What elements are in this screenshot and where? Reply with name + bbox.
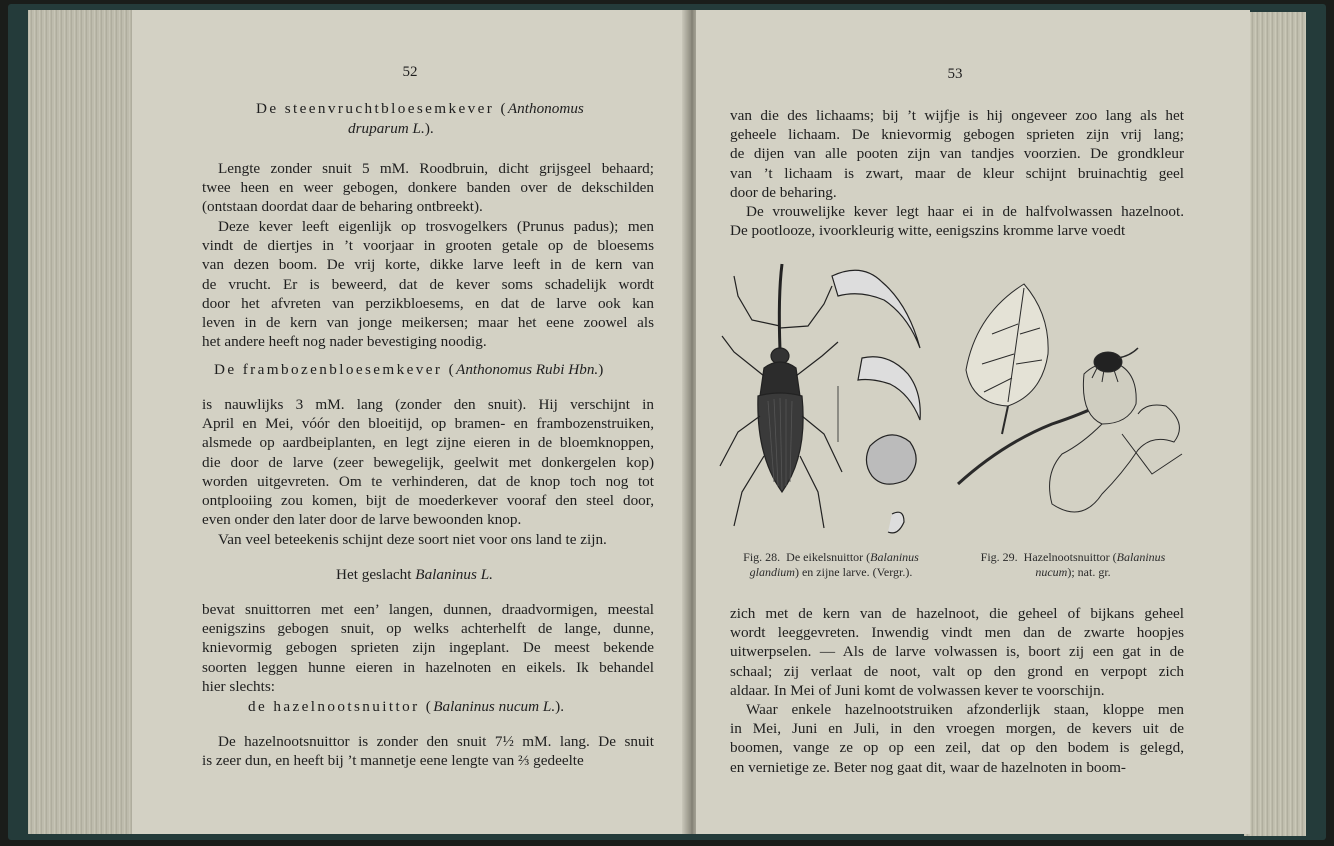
page-number: 52 bbox=[402, 64, 418, 80]
text-line: Deze kever leeft eigenlijk op trosvogelkers (Prunus padus); men bbox=[218, 218, 654, 235]
paragraph bbox=[202, 159, 654, 217]
text-line: Lengte zonder snuit 5 mM. Roodbruin, dicht grijsgeel behaard; bbox=[218, 160, 654, 177]
paragraph bbox=[730, 202, 1184, 240]
paragraph bbox=[202, 600, 654, 696]
text-line: knievormig gebogen sprieten zijn ingeplant. De meest bekende bbox=[202, 639, 654, 657]
text-line: van ’t lichaam is zwart, maar de kleur schijnt bruinachtig geel bbox=[730, 164, 1184, 182]
figure-caption-28: Fig. 28. De eikelsnuittor (Balaninus glandium) en zijne larve. (Vergr.). bbox=[743, 550, 919, 579]
hazelnut-branch-illustration bbox=[952, 274, 1198, 538]
text-line: (ontstaan doordat daar de beharing ontbreekt). bbox=[202, 198, 483, 216]
section-heading-frambozen: De frambozenbloesemkever (Anthonomus Rubi Hbn.) bbox=[214, 361, 604, 378]
text-line: boomen, vange ze op op een zeil, dat op den bodem is gelegd, bbox=[730, 739, 1184, 757]
text-line: eenigszins gebogen snuit, op welks achterhelft de lange, dunne, bbox=[202, 620, 654, 638]
text-line: is nauwlijks 3 mM. lang (zonder den snuit). Hij verschijnt in bbox=[202, 396, 654, 413]
text-line: aldaar. In Mei of Juni komt de volwassen kever te voorschijn. bbox=[730, 681, 1105, 699]
text-line: even onder den later door de larve bewoonden knop. bbox=[202, 511, 522, 529]
text-line: hier slechts: bbox=[202, 677, 275, 695]
section-heading-hazelnoot: de hazelnootsnuittor (Balaninus nucum L.). bbox=[248, 698, 565, 715]
text-line: door het afvreten van perzikbloesems, en dat de larve ook kan bbox=[202, 294, 654, 312]
text-line: ontplooiing zou komen, bijt de moederkever vooraf den steel door, bbox=[202, 491, 654, 509]
text-line: het andere heeft nog nader bevestiging noodig. bbox=[202, 333, 487, 351]
text-line: door de beharing. bbox=[730, 183, 837, 201]
section-heading-steenvrucht: De steenvruchtbloesemkever (Anthonomus bbox=[256, 100, 584, 117]
text-line: De pootlooze, ivoorkleurig witte, eenigszins kromme larve voedt bbox=[730, 222, 1126, 240]
text-line: De hazelnootsnuittor is zonder den snuit 7½ mM. lang. De snuit bbox=[218, 733, 654, 750]
paragraph bbox=[202, 217, 654, 351]
text-line: Waar enkele hazelnootstruiken afzonderlijk staan, kloppe men bbox=[746, 701, 1184, 718]
text-line: die door de larve (zeer bewegelijk, geelwit met donkergelen kop) bbox=[202, 453, 654, 471]
text-line: April en Mei, vóór den bloeitijd, op bramen- en frambozenstruiken, bbox=[202, 415, 654, 433]
page-edges-left bbox=[28, 10, 140, 834]
text-line: soorten leggen hunne eieren in hazelnoten en eikels. Ik behandel bbox=[202, 658, 654, 676]
figure-caption-29: Fig. 29. Hazelnootsnuittor (Balaninus nucum); nat. gr. bbox=[980, 550, 1166, 579]
text-line: schaal; zij verlaat de noot, valt op den grond en verpopt zich bbox=[730, 662, 1184, 680]
text-line: leven in de kern van jonge meikersen; maar het eene zoowel als bbox=[202, 313, 654, 331]
paragraph bbox=[202, 530, 654, 549]
section-heading-steenvrucht-line2: druparum L.). bbox=[348, 120, 434, 137]
text-line: twee heen en weer gebogen, donkere banden over de dekschilden bbox=[202, 179, 654, 197]
text-line: zich met de kern van de hazelnoot, die geheel of bijkans geheel bbox=[730, 605, 1184, 622]
text-line: geheele lichaam. De knievormig gebogen sprieten zijn vrij lang; bbox=[730, 126, 1184, 144]
text-line: uitwerpselen. — Als de larve volwassen is, boort zij een gat in de bbox=[730, 643, 1184, 661]
section-heading-balaninus: Het geslacht Balaninus L. bbox=[336, 566, 493, 583]
text-line: bevat snuittorren met een’ langen, dunnen, draadvormigen, meestal bbox=[202, 601, 654, 618]
paragraph bbox=[730, 106, 1184, 202]
paragraph bbox=[730, 604, 1184, 700]
paragraph bbox=[730, 700, 1184, 777]
text-line: Van veel beteekenis schijnt deze soort niet voor ons land te zijn. bbox=[218, 531, 607, 548]
paragraph bbox=[202, 395, 654, 529]
text-line: van dezen boom. De vrij korte, dikke larve leeft in de kern van bbox=[202, 256, 654, 274]
text-line: vindt de diertjes in ’t voorjaar in grooten getale op de bloesems bbox=[202, 237, 654, 255]
weevil-illustration bbox=[712, 256, 934, 538]
page-number: 53 bbox=[947, 66, 963, 82]
text-line: in Mei, Juni en Juli, in den vroegen morgen, de kevers uit de bbox=[730, 720, 1184, 738]
text-line: de dijen van alle pooten zijn van tandjes voorzien. De grondkleur bbox=[730, 145, 1184, 163]
text-line: worden uitgevreten. Om te verhinderen, dat de knop toch nog tot bbox=[202, 472, 654, 490]
left-page bbox=[132, 10, 688, 834]
text-line: van die des lichaams; bij ’t wijfje is hij ongeveer zoo lang als het bbox=[730, 107, 1184, 124]
text-line: de vrucht. Er is beweerd, dat de kever soms schadelijk wordt bbox=[202, 275, 654, 293]
text-line: en vernietige ze. Beter nog gaat dit, waar de hazelnoten in boom- bbox=[730, 758, 1126, 776]
paragraph bbox=[202, 732, 654, 770]
text-line: alsmede op aardbeiplanten, en legt zijne eieren in de bloemknoppen, bbox=[202, 434, 654, 452]
text-line: is zeer dun, en heeft bij ’t mannetje eene lengte van ⅔ gedeelte bbox=[202, 752, 584, 770]
page-edges-right bbox=[1244, 12, 1306, 836]
text-line: De vrouwelijke kever legt haar ei in de halfvolwassen hazelnoot. bbox=[746, 203, 1184, 220]
text-line: wordt leeggevreten. Inwendig vindt men dan de zwarte hoopjes bbox=[730, 624, 1184, 642]
right-page bbox=[696, 10, 1250, 834]
